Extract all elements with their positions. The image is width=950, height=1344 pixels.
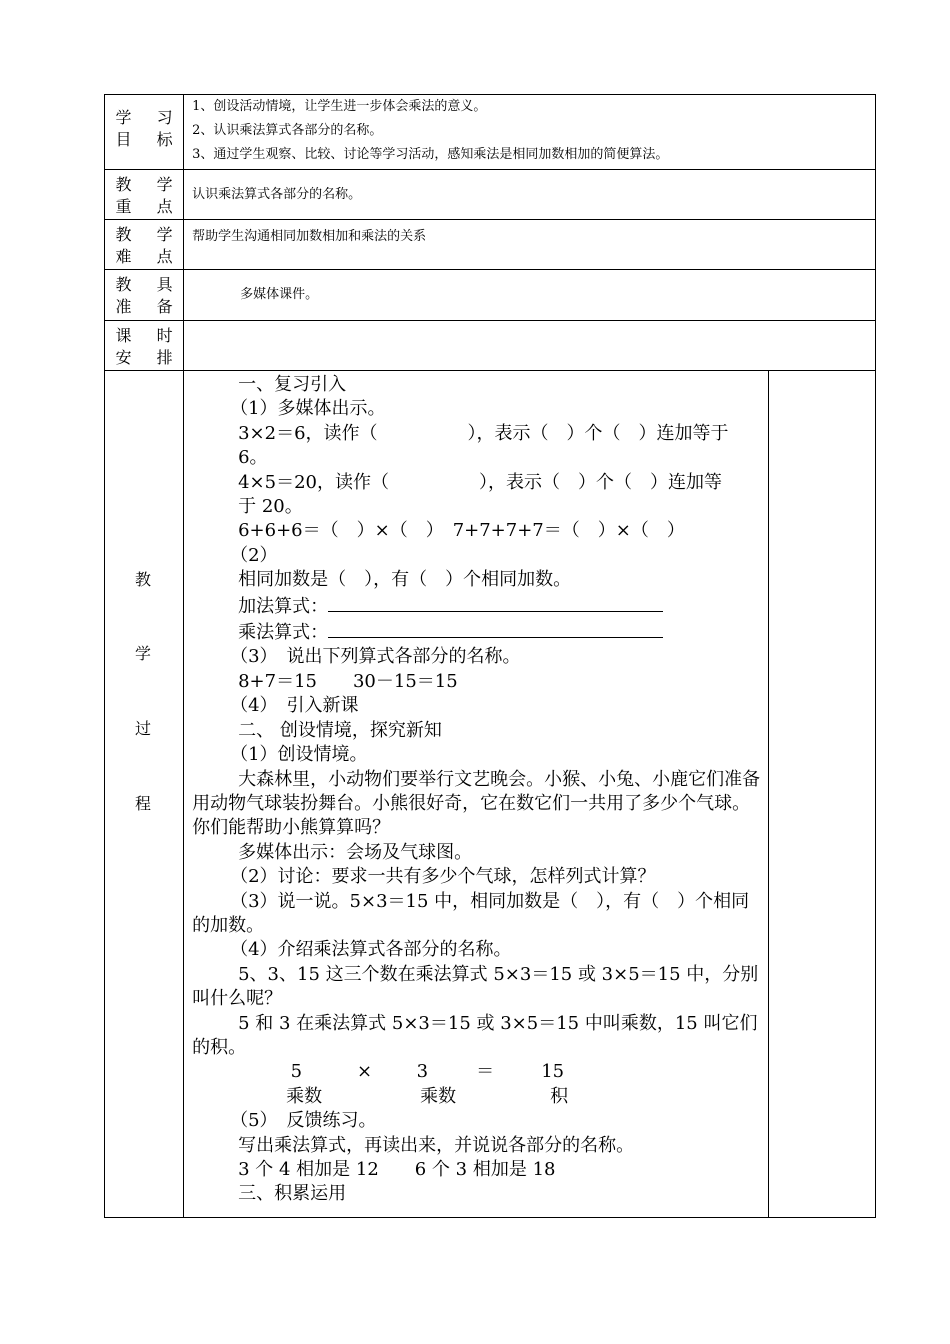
key-points-row xyxy=(105,170,876,220)
process-label: 教 学 过 程 xyxy=(105,371,184,1218)
schedule-row xyxy=(105,321,876,371)
objective-item: 1、创设活动情境，让学生进一步体会乘法的意义。 xyxy=(192,99,487,114)
materials-row xyxy=(105,270,876,321)
difficulties-label: 教 学 难 点 xyxy=(105,220,184,270)
key-points-label: 教 学 重 点 xyxy=(105,170,184,220)
key-points-content: 认识乘法算式各部分的名称。 xyxy=(184,170,876,220)
lesson-plan-table xyxy=(104,94,876,1218)
section-heading: 三、积累运用 xyxy=(238,1183,347,1205)
difficulties-row xyxy=(105,220,876,270)
materials-content: 多媒体课件。 xyxy=(184,270,876,321)
objectives-label: 学 习 目 标 xyxy=(105,95,184,170)
objective-item: 2、认识乘法算式各部分的名称。 xyxy=(192,123,383,138)
schedule-label: 课 时 安 排 xyxy=(105,321,184,371)
materials-label: 教 具 准 备 xyxy=(105,270,184,321)
answer-blank-line xyxy=(328,593,663,612)
section-heading: 一、复习引入 xyxy=(238,374,347,395)
objectives-row xyxy=(105,95,876,170)
answer-blank-line xyxy=(328,619,663,638)
difficulties-content: 帮助学生沟通相同加数相加和乘法的关系 xyxy=(184,220,876,270)
process-row xyxy=(105,371,876,1218)
multiplication-formula: 5 × 3 ＝ 15 xyxy=(290,1061,565,1083)
objectives-content xyxy=(184,95,876,170)
schedule-content xyxy=(184,321,876,371)
process-content: 一、复习引入 （1）多媒体出示。 3×2＝6，读作（ ），表示（ ）个（ ）连加等于 6。 4×5＝20，读作（ ），表示（ ）个（ ）连加等 于 20。 6+6+6＝（ ）×（ ） 7+7+7+7＝（ ）×（ ） （2） 相同加数是（ ），有（ ）个相同加数。 加法算式： 乘法算式： （3） 说出下列算式各部分的名称。 8+7＝15 30－15＝15 （4） 引入新课 二、 创设情境，探究新知 （1）创设情境。 大森林里，小动物们要举行文艺晚会。小猴、小兔、小鹿它们准备用动物气球装扮舞台。小熊很好奇，它在数它们一共用了多少个气球。你们能帮助小熊算算吗？ 多媒体出示：会场及气球图。 （2）讨论：要求一共有多少个气球，怎样列式计算？ （3）说一说。5×3＝15 中，相同加数是（ ），有（ ）个相同的加数。 （4）介绍乘法算式各部分的名称。 5、3、15 这三个数在乘法算式 5×3＝15 或 3×5＝15 中，分别叫什么呢？ 5 和 3 在乘法算式 5×3＝15 或 3×5＝15 中叫乘数，15 叫它们的积。 5 × 3 ＝ 15 乘数 乘数 积 （5） 反馈练习。 写出乘法算式，再读出来，并说说各部分的名称。 3 个 4 相加是 12 6 个 3 相加是 18 三、积累运用 xyxy=(184,371,769,1218)
objective-item: 3、通过学生观察、比较、讨论等学习活动，感知乘法是相同加数相加的简便算法。 xyxy=(192,147,669,162)
section-heading: 二、 创设情境，探究新知 xyxy=(238,719,442,741)
formula-part-names: 乘数 乘数 积 xyxy=(286,1085,569,1107)
process-notes-column xyxy=(768,371,875,1218)
